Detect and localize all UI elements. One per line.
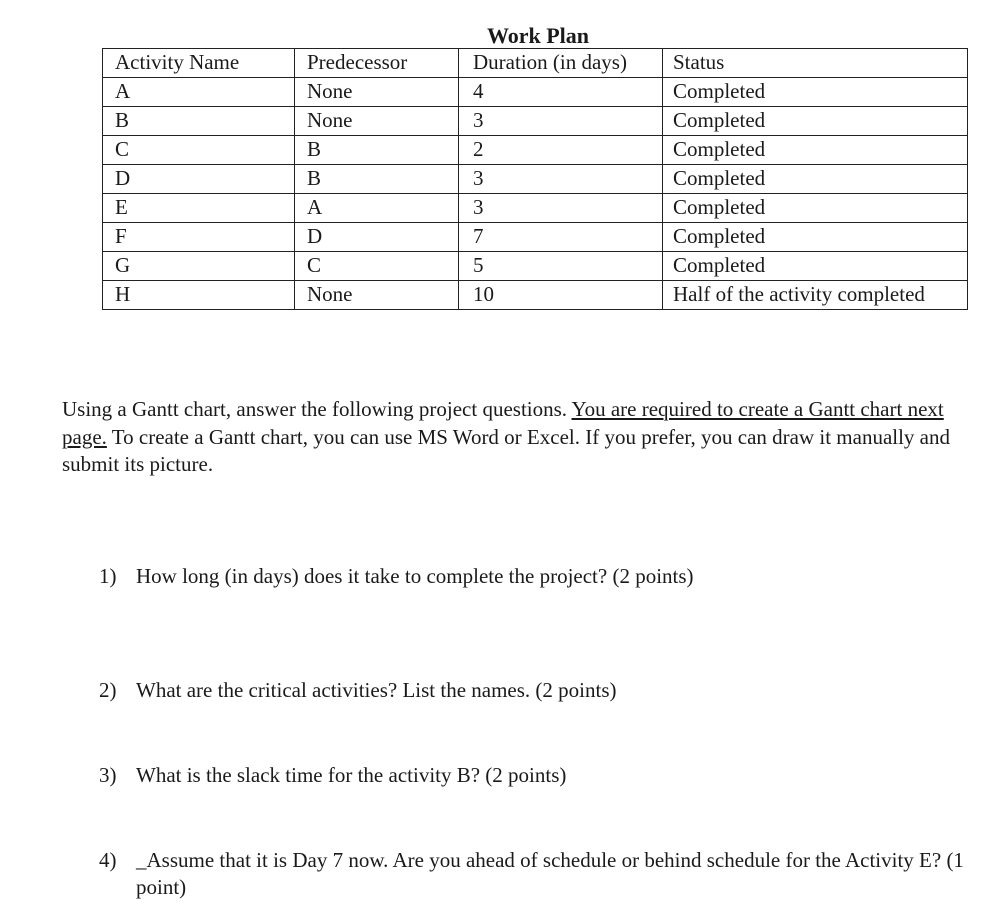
question-4-text: _Assume that it is Day 7 now. Are you ahead of schedule or behind schedule for the Activity E? (1 point) <box>136 848 964 899</box>
instructions-text-1: Using a Gantt chart, answer the following project questions. <box>62 397 572 421</box>
activity-name-cell: D <box>103 165 295 194</box>
status-cell: Completed <box>663 252 968 281</box>
instructions-underlined-requirement: You are required to create a Gantt chart next page. <box>62 397 944 449</box>
duration-cell: 4 <box>459 78 663 107</box>
status-cell: Half of the activity completed <box>663 281 968 310</box>
header-status: Status <box>663 49 968 78</box>
duration-cell: 3 <box>459 194 663 223</box>
table-row <box>103 223 968 252</box>
activity-name-cell: F <box>103 223 295 252</box>
instructions-paragraph <box>62 396 992 479</box>
predecessor-cell: C <box>295 252 459 281</box>
status-cell: Completed <box>663 136 968 165</box>
activity-name-cell: B <box>103 107 295 136</box>
table-row <box>103 252 968 281</box>
question-2-text: What are the critical activities? List the names. (2 points) <box>136 678 617 702</box>
status-cell: Completed <box>663 165 968 194</box>
header-duration: Duration (in days) <box>459 49 663 78</box>
activity-name-cell: A <box>103 78 295 107</box>
duration-cell: 10 <box>459 281 663 310</box>
predecessor-cell: None <box>295 107 459 136</box>
duration-cell: 2 <box>459 136 663 165</box>
duration-cell: 7 <box>459 223 663 252</box>
predecessor-cell: D <box>295 223 459 252</box>
work-plan-table <box>102 48 968 310</box>
header-activity-name: Activity Name <box>103 49 295 78</box>
table-row <box>103 136 968 165</box>
status-cell: Completed <box>663 107 968 136</box>
table-row <box>103 194 968 223</box>
status-cell: Completed <box>663 223 968 252</box>
predecessor-cell: None <box>295 281 459 310</box>
question-1-number: 1) <box>99 564 117 588</box>
question-1-text: How long (in days) does it take to complete the project? (2 points) <box>136 564 694 588</box>
duration-cell: 3 <box>459 165 663 194</box>
status-cell: Completed <box>663 194 968 223</box>
duration-cell: 3 <box>459 107 663 136</box>
table-header-row <box>103 49 968 78</box>
question-2-number: 2) <box>99 678 117 702</box>
activity-name-cell: H <box>103 281 295 310</box>
table-row <box>103 281 968 310</box>
question-3-text: What is the slack time for the activity B? (2 points) <box>136 763 567 787</box>
predecessor-cell: B <box>295 136 459 165</box>
table-row <box>103 78 968 107</box>
header-predecessor: Predecessor <box>295 49 459 78</box>
duration-cell: 5 <box>459 252 663 281</box>
predecessor-cell: A <box>295 194 459 223</box>
status-cell: Completed <box>663 78 968 107</box>
activity-name-cell: E <box>103 194 295 223</box>
predecessor-cell: None <box>295 78 459 107</box>
activity-name-cell: G <box>103 252 295 281</box>
predecessor-cell: B <box>295 165 459 194</box>
table-row <box>103 165 968 194</box>
question-3-number: 3) <box>99 763 117 787</box>
question-4-number: 4) <box>99 848 117 872</box>
work-plan-title: Work Plan <box>486 23 590 48</box>
table-row <box>103 107 968 136</box>
instructions-text-2: To create a Gantt chart, you can use MS Word or Excel. If you prefer, you can draw it manually and submit its picture. <box>62 424 951 476</box>
activity-name-cell: C <box>103 136 295 165</box>
